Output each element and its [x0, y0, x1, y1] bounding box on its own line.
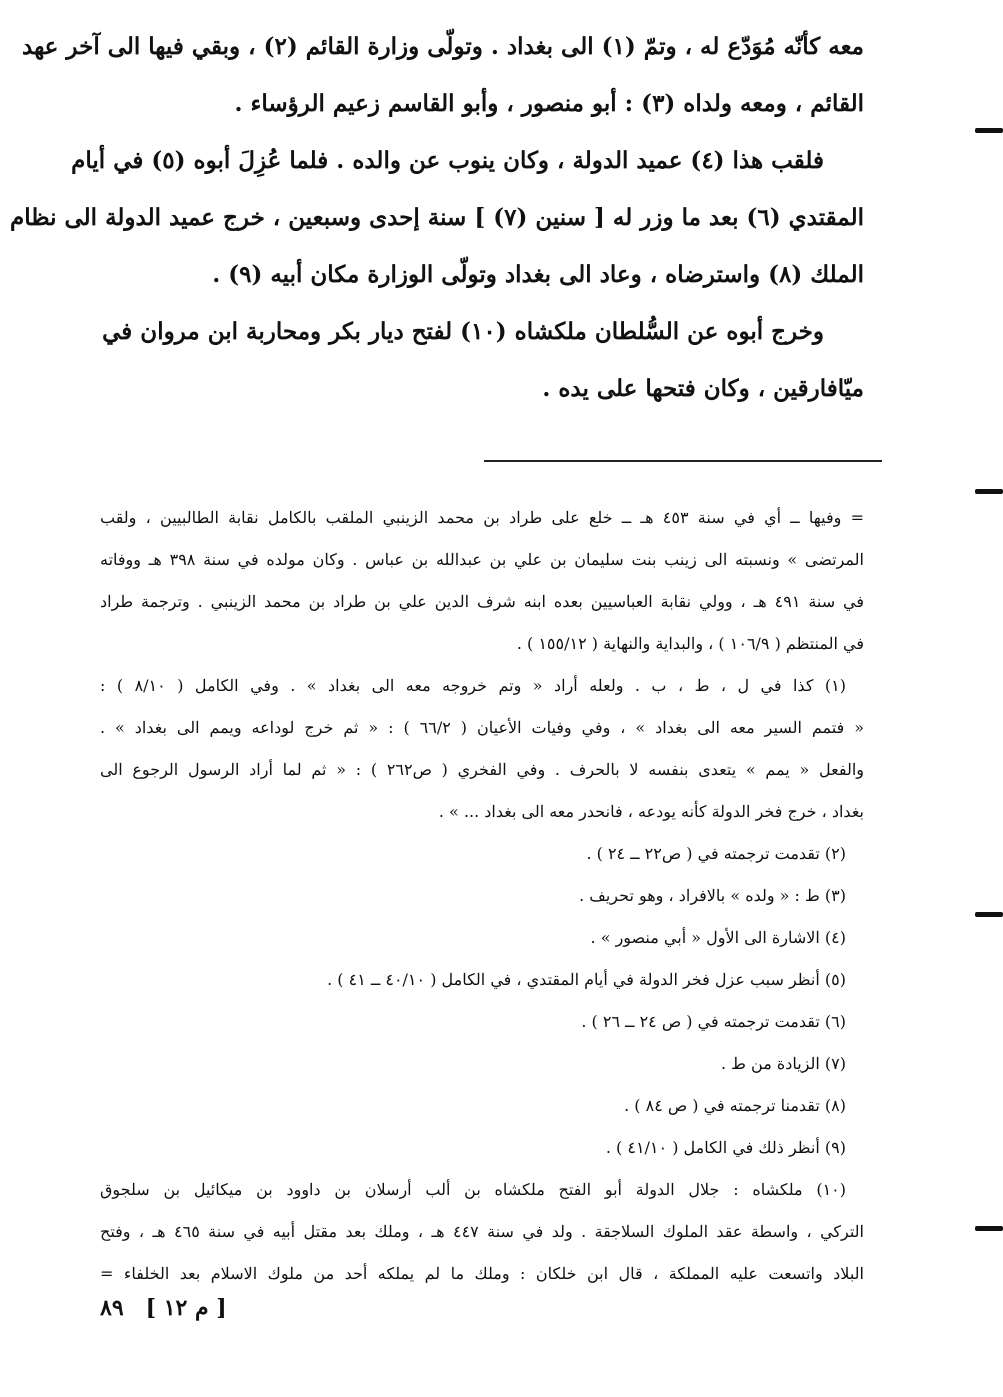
main-line: القائم ، ومعه ولداه (٣) : أبو منصور ، وأبو القاسم زعيم الرؤساء . — [234, 90, 864, 117]
page-number: ٨٩ — [100, 1295, 124, 1321]
main-line: فلقب هذا (٤) عميد الدولة ، وكان ينوب عن والده . فلما عُزِلَ أبوه (٥) في أيام — [71, 147, 824, 174]
footnote-line: (١٠) ملكشاه : جلال الدولة أبو الفتح ملكشاه بن ألب أرسلان بن داوود بن ميكائيل بن سلجوق — [100, 1180, 846, 1199]
footnote-line: في المنتظم ( ١٠٦/٩ ) ، والبداية والنهاية ( ١٥٥/١٢ ) . — [516, 634, 864, 653]
footnote-line: المرتضى » ونسبته الى زينب بنت سليمان بن علي بن عبدالله بن عباس . وكان مولده في سنة ٣٩٨ هـ ووفاته — [100, 550, 864, 569]
footnote-line: (٩) أنظر ذلك في الكامل ( ٤١/١٠ ) . — [605, 1138, 846, 1157]
footnote-line: = وفيها ــ أي في سنة ٤٥٣ هـ ــ خلع على طراد بن محمد الزينبي الملقب بالكامل نقابة الطالبيين ، ولقب — [100, 508, 864, 527]
main-line: وخرج أبوه عن السُّلطان ملكشاه (١٠) لفتح ديار بكر ومحاربة ابن مروان في — [102, 318, 824, 345]
footnote-line: (٨) تقدمنا ترجمته في ( ص ٨٤ ) . — [624, 1096, 846, 1115]
footnote-line: التركي ، واسطة عقد الملوك السلاجقة . ولد في سنة ٤٤٧ هـ ، وملك بعد مقتل أبيه في سنة ٤٦٥ هـ ، وفتح — [100, 1222, 864, 1241]
main-line: معه كأنّه مُوَدّع له ، وتمّ (١) الى بغداد . وتولّى وزارة القائم (٢) ، وبقي فيها الى آخر عهد — [22, 33, 864, 60]
main-text-block — [9, 18, 864, 417]
page-edge-mark — [975, 489, 1003, 494]
footnote-line: البلاد واتسعت عليه المملكة ، قال ابن خلكان : وملك ما لم يملكه أحد من ملوك الاسلام بعد الخلفاء = — [100, 1264, 864, 1283]
signature-mark: [ م ١٢ ] — [145, 1295, 227, 1321]
footnote-line: (٤) الاشارة الى الأول « أبي منصور » . — [590, 928, 846, 947]
footnote-line: (١) كذا في ل ، ط ، ب . ولعله أراد « وتم خروجه معه الى بغداد » . وفي الكامل ( ٨/١٠ ) : — [100, 676, 846, 695]
page-edge-mark — [975, 128, 1003, 133]
footnote-line: « فتمم السير معه الى بغداد » ، وفي وفيات الأعيان ( ٦٦/٢ ) : « ثم خرج لوداعه ويمم الى بغداد » . — [100, 718, 864, 737]
main-line: ميّافارقين ، وكان فتحها على يده . — [542, 375, 864, 402]
page-edge-mark — [975, 912, 1003, 917]
footnote-separator-rule — [484, 460, 882, 462]
main-line: المقتدي (٦) بعد ما وزر له [ سنين (٧) ] سنة إحدى وسبعين ، خرج عميد الدولة الى نظام — [9, 204, 864, 231]
footnote-line: والفعل « يمم » يتعدى بنفسه لا بالحرف . وفي الفخري ( ص٢٦٢ ) : « ثم لما أراد الرسول الرجوع الى — [100, 760, 864, 779]
page-edge-mark — [975, 1226, 1003, 1231]
footnote-line: (٢) تقدمت ترجمته في ( ص٢٢ ــ ٢٤ ) . — [586, 844, 846, 863]
footnotes-block — [100, 497, 864, 1295]
footnote-line: (٦) تقدمت ترجمته في ( ص ٢٤ ــ ٢٦ ) . — [581, 1012, 846, 1031]
footnote-line: بغداد ، خرج فخر الدولة كأنه يودعه ، فانحدر معه الى بغداد ... » . — [438, 802, 864, 821]
main-line: الملك (٨) واسترضاه ، وعاد الى بغداد وتولّى الوزارة مكان أبيه (٩) . — [212, 261, 864, 288]
footnote-line: (٧) الزيادة من ط . — [720, 1054, 846, 1073]
footnote-line: (٣) ط : « ولده » بالافراد ، وهو تحريف . — [579, 886, 846, 905]
footnote-line: في سنة ٤٩١ هـ ، وولي نقابة العباسيين بعده ابنه شرف الدين علي بن طراد بن محمد الزينبي . وترجمة طراد — [100, 592, 865, 611]
page-footer — [100, 1288, 300, 1328]
footnote-line: (٥) أنظر سبب عزل فخر الدولة في أيام المقتدي ، في الكامل ( ٤٠/١٠ ــ ٤١ ) . — [327, 970, 846, 989]
